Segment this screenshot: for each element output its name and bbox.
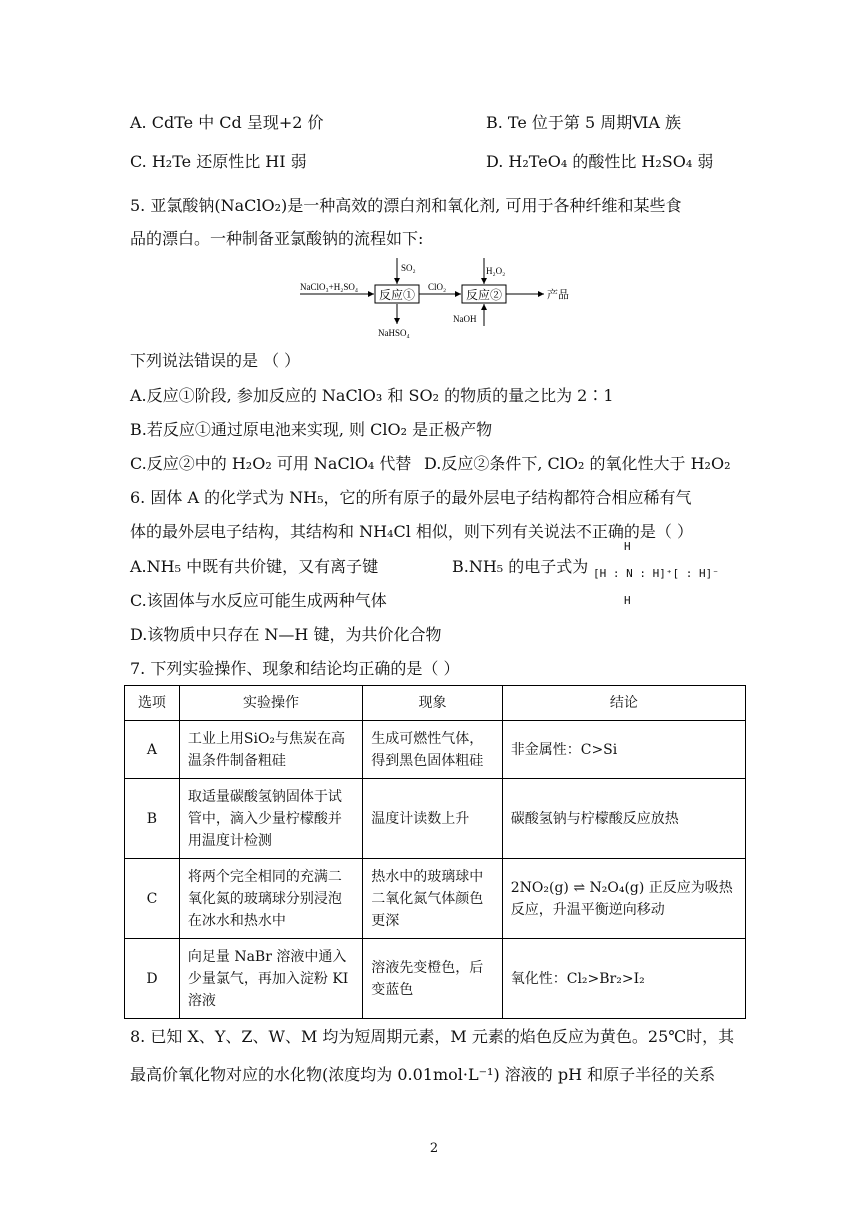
q4-option-d: D. H₂TeO₄ 的酸性比 H₂SO₄ 弱	[486, 152, 714, 171]
row-phenomenon: 生成可燃性气体，得到黑色固体粗硅	[363, 721, 503, 779]
q5-option-b: B.若反应①通过原电池来实现, 则 ClO₂ 是正极产物	[130, 420, 493, 439]
q4-option-b: B. Te 位于第 5 周期ⅥA 族	[486, 113, 682, 132]
flow-diagram	[290, 254, 590, 344]
q6-option-b: B.NH₅ 的电子式为	[452, 557, 589, 576]
q6-stem-line1: 6. 固体 A 的化学式为 NH₅，它的所有原子的最外层电子结构都符合相应稀有气	[130, 488, 692, 507]
row-operation: 取适量碳酸氢钠固体于试管中，滴入少量柠檬酸并用温度计检测	[179, 779, 362, 859]
row-operation: 向足量 NaBr 溶液中通入少量氯气，再加入淀粉 KI 溶液	[179, 939, 362, 1019]
row-operation: 工业上用SiO₂与焦炭在高温条件制备粗硅	[179, 721, 362, 779]
q5-option-d: D.反应②条件下, ClO₂ 的氧化性大于 H₂O₂	[424, 454, 731, 473]
header-option: 选项	[125, 686, 180, 721]
h2o2-label: H₂O₂	[486, 266, 506, 276]
q5-stem-line2: 品的漂白。一种制备亚氯酸钠的流程如下:	[130, 229, 424, 248]
table-header-row	[125, 686, 746, 721]
row-phenomenon: 温度计读数上升	[363, 779, 503, 859]
q5-stem-line1: 5. 亚氯酸钠(NaClO₂)是一种高效的漂白剂和氧化剂, 可用于各种纤维和某些食	[130, 196, 682, 215]
q6-stem-line2: 体的最外层电子结构，其结构和 NH₄Cl 相似，则下列有关说法不正确的是（ ）	[130, 522, 693, 541]
q7-table	[124, 685, 746, 1019]
table-row	[125, 779, 746, 859]
q6-option-a: A.NH₅ 中既有共价键，又有离子键	[130, 557, 379, 576]
q8-line1: 8. 已知 X、Y、Z、W、M 均为短周期元素，M 元素的焰色反应为黄色。25℃时，其	[130, 1027, 735, 1046]
header-operation: 实验操作	[179, 686, 362, 721]
q5-option-c: C.反应②中的 H₂O₂ 可用 NaClO₄ 代替	[130, 454, 412, 473]
row-conclusion: 氧化性：Cl₂>Br₂>I₂	[502, 939, 745, 1019]
row-operation: 将两个完全相同的充满二氧化氮的玻璃球分别浸泡在冰水和热水中	[179, 859, 362, 939]
row-conclusion: 碳酸氢钠与柠檬酸反应放热	[502, 779, 745, 859]
row-phenomenon: 溶液先变橙色，后变蓝色	[363, 939, 503, 1019]
q7-stem: 7. 下列实验操作、现象和结论均正确的是（ ）	[130, 659, 460, 678]
table-row	[125, 721, 746, 779]
row-conclusion: 2NO₂(g) ⇌ N₂O₄(g) 正反应为吸热反应，升温平衡逆向移动	[502, 859, 745, 939]
so2-label: SO₂	[401, 263, 416, 273]
q6-option-d: D.该物质中只存在 N—H 键，为共价化合物	[130, 625, 442, 644]
electron-formula: [H : N : H]⁺[ : H]⁻	[593, 567, 719, 580]
flow-input-label: NaClO₃+H₂SO₄	[300, 282, 358, 292]
row-option: B	[125, 779, 180, 859]
header-phenomenon: 现象	[363, 686, 503, 721]
row-option: C	[125, 859, 180, 939]
table-row	[125, 939, 746, 1019]
q4-option-c: C. H₂Te 还原性比 HI 弱	[130, 152, 307, 171]
page-number: 2	[429, 1141, 439, 1156]
q5-option-a: A.反应①阶段, 参加反应的 NaClO₃ 和 SO₂ 的物质的量之比为 2∶1	[130, 386, 614, 405]
electron-formula-top-h: H	[624, 540, 631, 553]
naoh-label: NaOH	[453, 314, 477, 324]
q8-line2: 最高价氧化物对应的水化物(浓度均为 0.01mol·L⁻¹) 溶液的 pH 和原子半径的关系	[130, 1065, 716, 1084]
row-option: D	[125, 939, 180, 1019]
nahso4-label: NaHSO₄	[378, 328, 410, 338]
clo2-label: ClO₂	[428, 282, 447, 292]
q5-question: 下列说法错误的是 （ ）	[130, 351, 301, 370]
table-row	[125, 859, 746, 939]
q6-option-c: C.该固体与水反应可能生成两种气体	[130, 591, 387, 610]
row-phenomenon: 热水中的玻璃球中二氧化氮气体颜色更深	[363, 859, 503, 939]
reaction-2-label: 反应②	[466, 288, 503, 302]
header-conclusion: 结论	[502, 686, 745, 721]
product-label: 产品	[547, 289, 569, 301]
row-conclusion: 非金属性：C>Si	[502, 721, 745, 779]
electron-formula-bottom-h: H	[624, 594, 631, 607]
q4-option-a: A. CdTe 中 Cd 呈现+2 价	[130, 113, 324, 132]
row-option: A	[125, 721, 180, 779]
reaction-1-label: 反应①	[379, 288, 416, 302]
